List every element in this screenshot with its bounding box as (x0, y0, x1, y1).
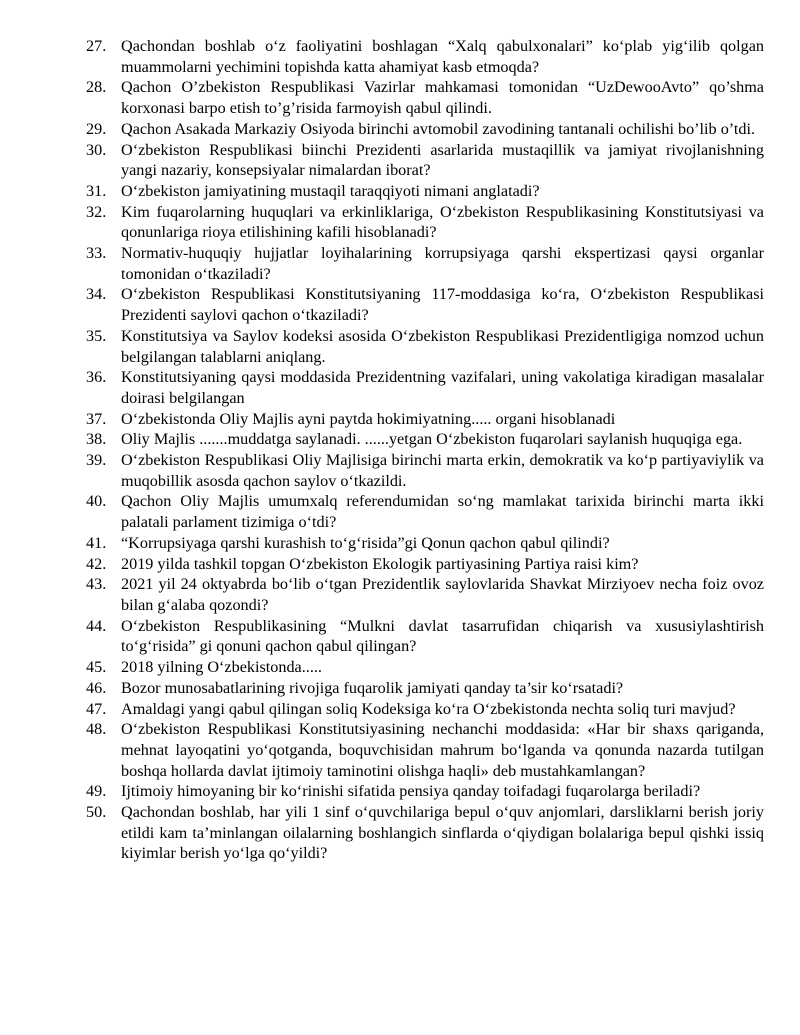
question-item (86, 202, 764, 243)
question-text: O‘zbekiston Respublikasi Oliy Majlisiga birinchi marta erkin, demokratik va ko‘p partiyaviylik va muqobillik asosda qachon saylov o‘tkazildi. (121, 451, 764, 490)
question-number: 30. (86, 140, 107, 159)
question-number: 32. (86, 202, 107, 221)
question-item (86, 657, 764, 678)
question-item (86, 533, 764, 554)
question-item (86, 554, 764, 575)
question-number: 39. (86, 451, 107, 470)
question-text: O‘zbekiston Respublikasi Konstitutsiyaning 117-moddasiga ko‘ra, O‘zbekiston Respublikasi Prezidenti saylovi qachon o‘tkaziladi? (121, 285, 764, 325)
question-item (86, 699, 764, 720)
question-item (86, 781, 764, 802)
question-number: 48. (86, 720, 107, 739)
question-list (86, 36, 764, 864)
question-text: Bozor munosabatlarining rivojiga fuqarolik jamiyati qanday ta’sir ko‘rsatadi? (121, 678, 624, 697)
question-number: 47. (86, 699, 107, 718)
question-item (86, 678, 764, 699)
question-number: 38. (86, 430, 107, 449)
question-text: Qachon O’zbekiston Respublikasi Vazirlar mahkamasi tomonidan “UzDewooAvto” qo’shma korxonasi barpo etish to’g’risida farmoyish qabul qilindi. (121, 78, 764, 118)
question-text: O‘zbekiston jamiyatining mustaqil taraqqiyoti nimani anglatadi? (121, 181, 540, 200)
question-number: 37. (86, 409, 107, 428)
question-text: Konstitutsiyaning qaysi moddasida Prezidentning vazifalari, uning vakolatiga kiradigan masalalar doirasi belgilangan (121, 368, 764, 407)
question-number: 35. (86, 326, 107, 345)
question-item (86, 326, 764, 367)
question-text: Kim fuqarolarning huquqlari va erkinliklariga, O‘zbekiston Respublikasining Konstitutsiyasi va qonunlariga rioya etilishining kafili hisoblanadi? (121, 202, 764, 242)
question-item (86, 719, 764, 781)
question-number: 49. (86, 782, 107, 801)
question-item (86, 491, 764, 532)
question-text: O‘zbekiston Respublikasining “Mulkni davlat tasarrufidan chiqarish va xususiylashtirish to‘g‘risida” gi qonuni qachon qabul qilingan? (121, 616, 764, 656)
question-text: 2019 yilda tashkil topgan O‘zbekiston Ekologik partiyasining Partiya raisi kim? (121, 554, 639, 573)
question-text: 2021 yil 24 oktyabrda bo‘lib o‘tgan Prezidentlik saylovlarida Shavkat Mirziyoev necha foiz ovoz bilan g‘alaba qozondi? (121, 575, 764, 614)
question-number: 31. (86, 181, 107, 200)
question-item (86, 36, 764, 77)
question-number: 50. (86, 803, 107, 822)
question-number: 27. (86, 37, 107, 55)
question-number: 42. (86, 554, 107, 573)
question-item (86, 409, 764, 430)
question-text: Qachon Oliy Majlis umumxalq referendumidan so‘ng mamlakat tarixida birinchi marta ikki palatali parlament tizimiga o‘tdi? (121, 492, 764, 532)
question-number: 33. (86, 244, 107, 263)
question-item (86, 77, 764, 118)
question-number: 45. (86, 658, 107, 677)
question-item (86, 802, 764, 864)
question-text: 2018 yilning O‘zbekistonda..... (121, 658, 322, 677)
question-text: O‘zbekistonda Oliy Majlis ayni paytda hokimiyatning..... organi hisoblanadi (121, 409, 616, 428)
question-text: O‘zbekiston Respublikasi Konstitutsiyasining nechanchi moddasida: «Har bir shaxs qariganda, mehnat layoqatini yo‘qotganda, boquvchisidan mahrum bo‘lganda va qonunda nazarda tutilgan boshqa hollarda davlat ijtimoiy taminotini olishga haqli» deb mustahkamlangan? (121, 720, 764, 780)
question-text: Qachon Asakada Markaziy Osiyoda birinchi avtomobil zavodining tantanali ochilishi bo’lib o’tdi. (121, 119, 756, 138)
question-item (86, 243, 764, 284)
question-number: 43. (86, 575, 107, 594)
question-text: O‘zbekiston Respublikasi biinchi Prezidenti asarlarida mustaqillik va jamiyat rivojlanishning yangi nazariy, konsepsiyalar nimalardan iborat? (121, 140, 764, 180)
question-text: Qachondan boshlab, har yili 1 sinf o‘quvchilariga bepul o‘quv anjomlari, darsliklarni berish joriy etildi kam ta’minlangan oilalarning boshlangich sinflarda o‘qiydigan bolalariga bepul qishki issiq kiyimlar berish yo‘lga qo‘yildi? (121, 803, 764, 863)
question-number: 46. (86, 678, 107, 697)
question-number: 28. (86, 78, 107, 97)
question-text: Ijtimoiy himoyaning bir ko‘rinishi sifatida pensiya qanday toifadagi fuqarolarga beriladi? (121, 782, 701, 801)
question-item (86, 574, 764, 615)
question-number: 44. (86, 616, 107, 635)
question-item (86, 140, 764, 181)
question-text: Normativ-huquqiy hujjatlar loyihalarining korrupsiyaga qarshi ekspertizasi qaysi organlar tomonidan o‘tkaziladi? (121, 244, 764, 283)
question-item (86, 284, 764, 325)
question-number: 34. (86, 285, 107, 304)
question-item (86, 367, 764, 408)
question-item (86, 450, 764, 491)
question-text: Oliy Majlis .......muddatga saylanadi. ......yetgan O‘zbekiston fuqarolari saylanish huquqiga ega. (121, 430, 743, 449)
question-number: 40. (86, 492, 107, 511)
question-text: Konstitutsiya va Saylov kodeksi asosida O‘zbekiston Respublikasi Prezidentligiga nomzod uchun belgilangan talablarni aniqlang. (121, 326, 764, 366)
question-number: 29. (86, 119, 107, 138)
question-text: Amaldagi yangi qabul qilingan soliq Kodeksiga ko‘ra O‘zbekistonda nechta soliq turi mavjud? (121, 699, 736, 718)
question-number: 36. (86, 368, 107, 387)
question-text: “Korrupsiyaga qarshi kurashish to‘g‘risida”gi Qonun qachon qabul qilindi? (121, 533, 610, 552)
question-item (86, 616, 764, 657)
question-item (86, 181, 764, 202)
question-text: Qachondan boshlab o‘z faoliyatini boshlagan “Xalq qabulxonalari” ko‘plab yig‘ilib qolgan muammolarni yechimini topishda katta ahamiyat kasb etmoqda? (121, 37, 764, 76)
question-item (86, 429, 764, 450)
question-number: 41. (86, 533, 107, 552)
question-item (86, 119, 764, 140)
